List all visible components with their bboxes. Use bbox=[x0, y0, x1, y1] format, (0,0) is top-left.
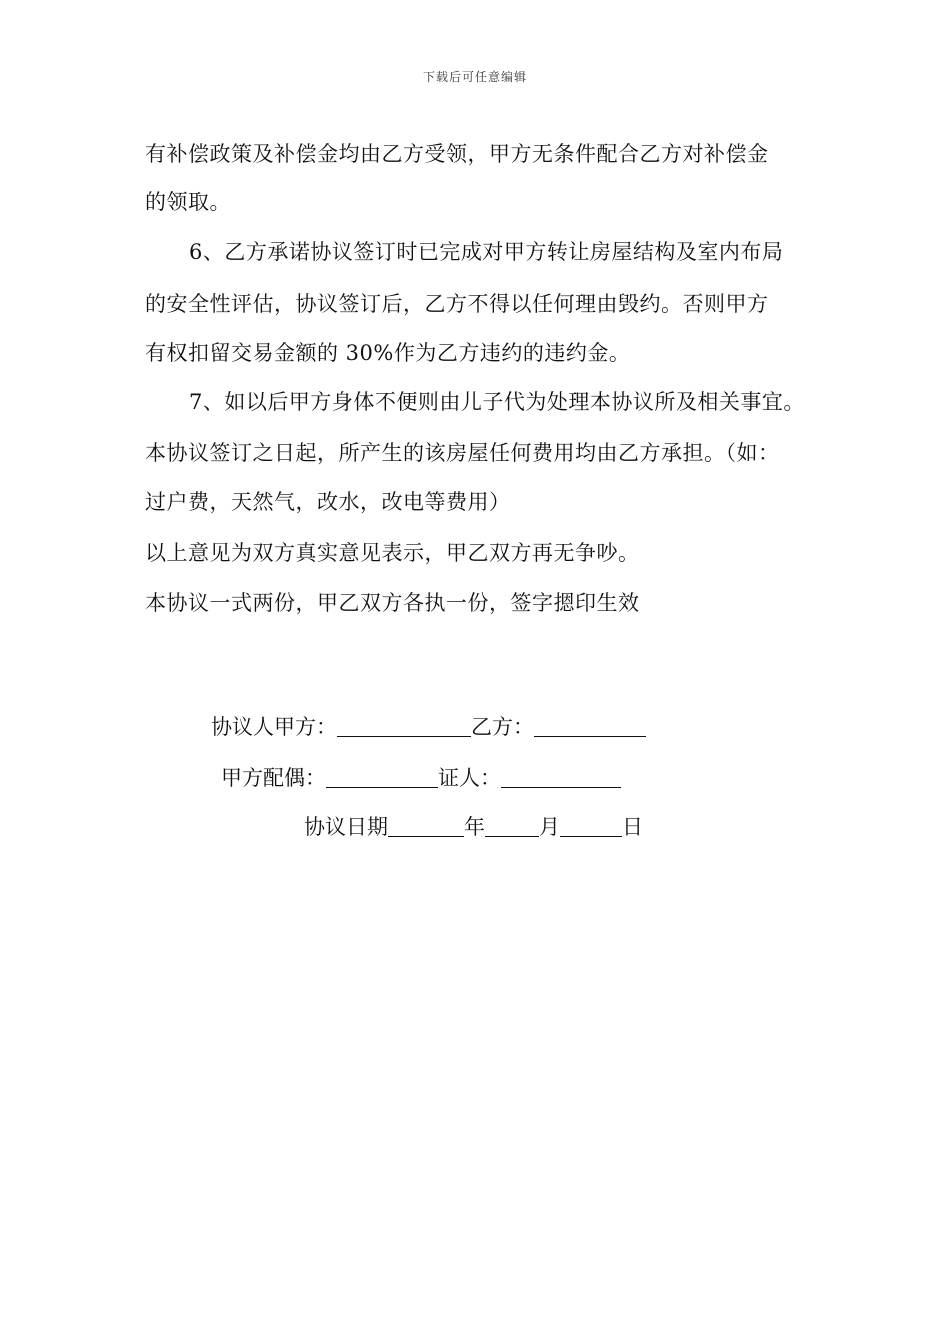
clause-7-line-1: 7、如以后甲方身体不便则由儿子代为处理本协议所及相关事宜。 bbox=[189, 390, 805, 414]
body-line-1: 有补偿政策及补偿金均由乙方受领，甲方无条件配合乙方对补偿金 bbox=[145, 142, 769, 166]
witness-label: 证人： bbox=[438, 766, 501, 790]
day-blank[interactable] bbox=[560, 816, 622, 837]
witness-blank[interactable] bbox=[501, 767, 621, 788]
clause-6-line-2: 的安全性评估，协议签订后，乙方不得以任何理由毁约。否则甲方 bbox=[145, 292, 769, 316]
clause-6-line-3: 有权扣留交易金额的 30%作为乙方违约的违约金。 bbox=[145, 341, 631, 365]
copies-line: 本协议一式两份，甲乙双方各执一份，签字摁印生效 bbox=[145, 591, 640, 615]
year-blank[interactable] bbox=[388, 816, 464, 837]
spouse-label: 甲方配偶： bbox=[221, 766, 326, 790]
month-label: 月 bbox=[539, 815, 560, 839]
signature-row-date bbox=[304, 811, 643, 841]
clause-7-line-3: 过户费，天然气，改水，改电等费用） bbox=[145, 490, 511, 514]
page-header: 下载后可任意编辑 bbox=[422, 70, 527, 84]
month-blank[interactable] bbox=[485, 816, 539, 837]
spouse-blank[interactable] bbox=[326, 767, 438, 788]
signature-row-spouse-witness bbox=[221, 762, 621, 792]
party-b-label: 乙方： bbox=[471, 715, 534, 739]
party-b-blank[interactable] bbox=[534, 716, 646, 737]
signature-row-parties bbox=[211, 711, 646, 741]
statement-line: 以上意见为双方真实意见表示，甲乙双方再无争吵。 bbox=[145, 541, 640, 565]
clause-6-line-1: 6、乙方承诺协议签订时已完成对甲方转让房屋结构及室内布局 bbox=[189, 240, 784, 264]
party-a-blank[interactable] bbox=[337, 716, 471, 737]
day-label: 日 bbox=[622, 815, 643, 839]
party-a-label: 协议人甲方： bbox=[211, 715, 337, 739]
date-label: 协议日期 bbox=[304, 815, 388, 839]
year-label: 年 bbox=[464, 815, 485, 839]
clause-7-line-2: 本协议签订之日起，所产生的该房屋任何费用均由乙方承担。（如： bbox=[145, 441, 780, 465]
body-line-2: 的领取。 bbox=[145, 190, 231, 214]
